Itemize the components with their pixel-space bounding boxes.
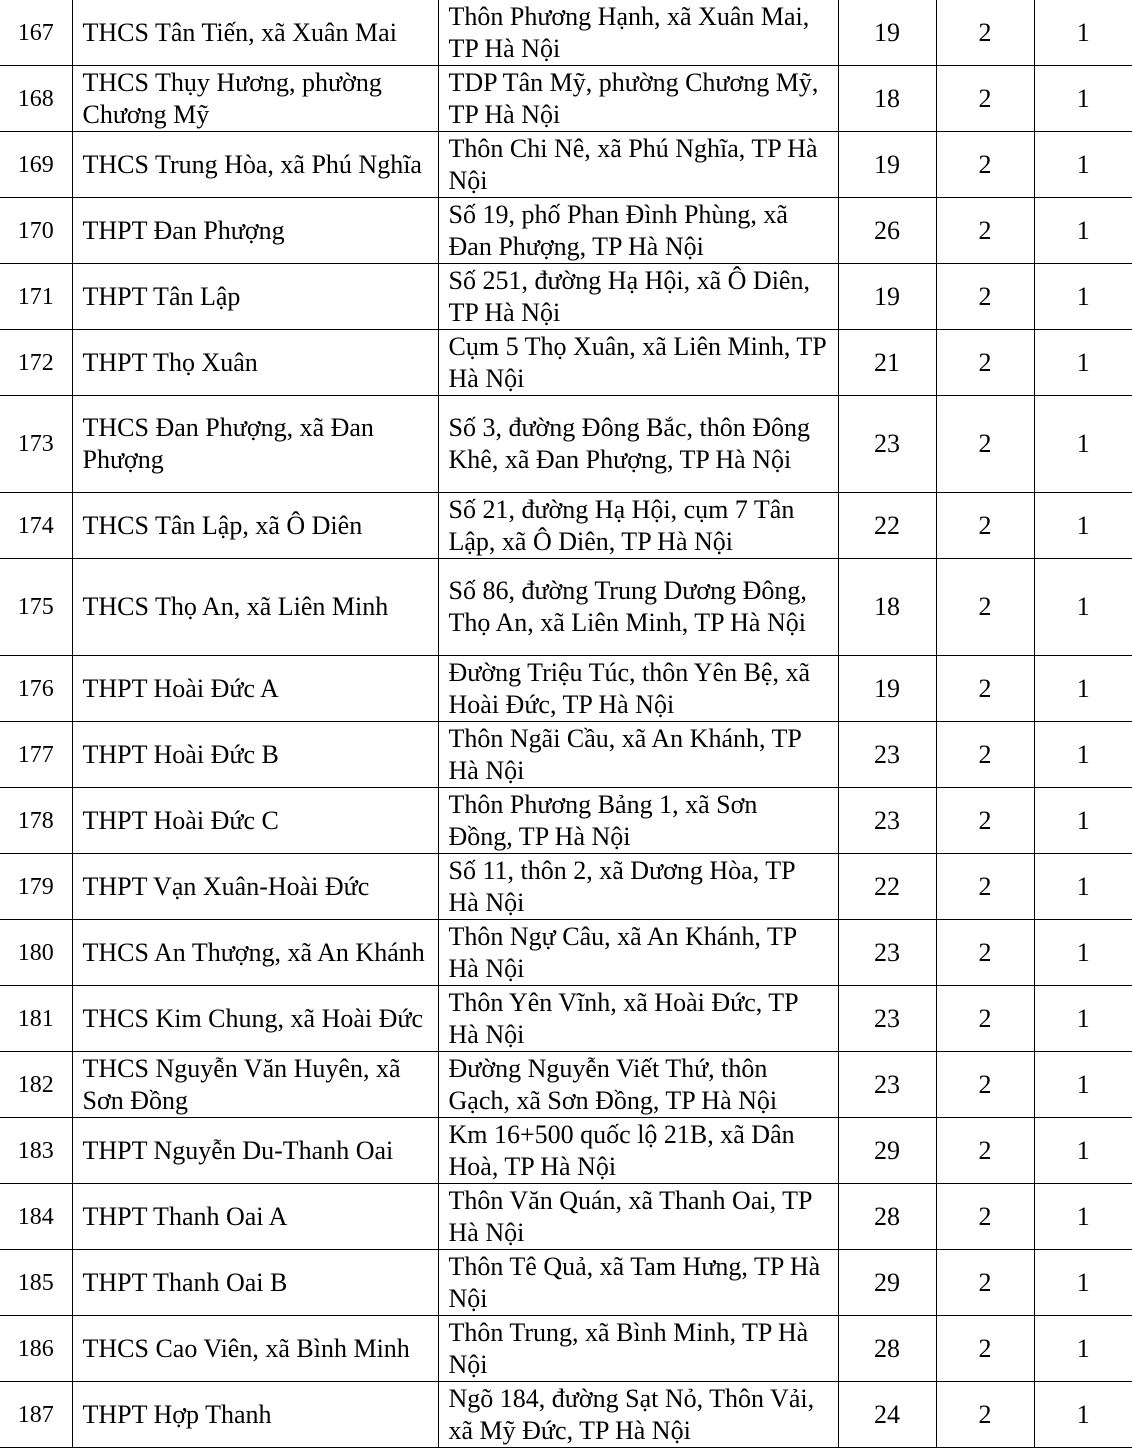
- school-address: Thôn Phương Bảng 1, xã Sơn Đồng, TP Hà Nội: [438, 788, 838, 854]
- table-row: [0, 396, 1132, 493]
- count-col-3: 1: [1034, 854, 1132, 920]
- count-col-1: 26: [838, 198, 936, 264]
- school-name: THCS Nguyễn Văn Huyên, xã Sơn Đồng: [72, 1052, 438, 1118]
- school-name: THPT Đan Phượng: [72, 198, 438, 264]
- count-col-2: 2: [936, 1316, 1034, 1382]
- count-col-1: 19: [838, 0, 936, 66]
- count-col-1: 18: [838, 559, 936, 656]
- count-col-3: 1: [1034, 788, 1132, 854]
- table-row: [0, 330, 1132, 396]
- count-col-1: 29: [838, 1118, 936, 1184]
- school-address: Thôn Phương Hạnh, xã Xuân Mai, TP Hà Nội: [438, 0, 838, 66]
- school-name: THPT Hoài Đức B: [72, 722, 438, 788]
- row-number: 173: [0, 396, 72, 493]
- school-name: THCS Đan Phượng, xã Đan Phượng: [72, 396, 438, 493]
- row-number: 169: [0, 132, 72, 198]
- count-col-3: 1: [1034, 264, 1132, 330]
- count-col-3: 1: [1034, 66, 1132, 132]
- school-name: THCS Tân Lập, xã Ô Diên: [72, 493, 438, 559]
- count-col-1: 23: [838, 986, 936, 1052]
- school-address: TDP Tân Mỹ, phường Chương Mỹ, TP Hà Nội: [438, 66, 838, 132]
- count-col-3: 1: [1034, 330, 1132, 396]
- school-address: Số 86, đường Trung Dương Đông, Thọ An, xã Liên Minh, TP Hà Nội: [438, 559, 838, 656]
- school-address: Thôn Tê Quả, xã Tam Hưng, TP Hà Nội: [438, 1250, 838, 1316]
- count-col-2: 2: [936, 66, 1034, 132]
- count-col-3: 1: [1034, 656, 1132, 722]
- row-number: 175: [0, 559, 72, 656]
- table-row: [0, 986, 1132, 1052]
- count-col-1: 23: [838, 788, 936, 854]
- count-col-3: 1: [1034, 493, 1132, 559]
- count-col-1: 22: [838, 493, 936, 559]
- school-name: THCS Tân Tiến, xã Xuân Mai: [72, 0, 438, 66]
- count-col-2: 2: [936, 656, 1034, 722]
- count-col-3: 1: [1034, 396, 1132, 493]
- table-row: [0, 66, 1132, 132]
- count-col-1: 23: [838, 920, 936, 986]
- count-col-3: 1: [1034, 559, 1132, 656]
- school-name: THCS Cao Viên, xã Bình Minh: [72, 1316, 438, 1382]
- count-col-1: 21: [838, 330, 936, 396]
- row-number: 170: [0, 198, 72, 264]
- row-number: 176: [0, 656, 72, 722]
- count-col-2: 2: [936, 0, 1034, 66]
- school-address: Số 3, đường Đông Bắc, thôn Đông Khê, xã Đan Phượng, TP Hà Nội: [438, 396, 838, 493]
- count-col-2: 2: [936, 1382, 1034, 1448]
- table-row: [0, 1118, 1132, 1184]
- table-row: [0, 132, 1132, 198]
- school-name: THCS Thọ An, xã Liên Minh: [72, 559, 438, 656]
- count-col-3: 1: [1034, 1382, 1132, 1448]
- count-col-3: 1: [1034, 132, 1132, 198]
- school-name: THPT Thanh Oai A: [72, 1184, 438, 1250]
- count-col-1: 28: [838, 1184, 936, 1250]
- count-col-3: 1: [1034, 1184, 1132, 1250]
- count-col-3: 1: [1034, 1316, 1132, 1382]
- school-name: THPT Thọ Xuân: [72, 330, 438, 396]
- row-number: 181: [0, 986, 72, 1052]
- school-address: Cụm 5 Thọ Xuân, xã Liên Minh, TP Hà Nội: [438, 330, 838, 396]
- school-address: Thôn Trung, xã Bình Minh, TP Hà Nội: [438, 1316, 838, 1382]
- row-number: 167: [0, 0, 72, 66]
- row-number: 183: [0, 1118, 72, 1184]
- school-name: THCS Thụy Hương, phường Chương Mỹ: [72, 66, 438, 132]
- row-number: 184: [0, 1184, 72, 1250]
- row-number: 171: [0, 264, 72, 330]
- table-row: [0, 1250, 1132, 1316]
- row-number: 185: [0, 1250, 72, 1316]
- count-col-2: 2: [936, 722, 1034, 788]
- school-address: Số 11, thôn 2, xã Dương Hòa, TP Hà Nội: [438, 854, 838, 920]
- table-row: [0, 722, 1132, 788]
- count-col-2: 2: [936, 1184, 1034, 1250]
- table-row: [0, 920, 1132, 986]
- count-col-3: 1: [1034, 198, 1132, 264]
- table-row: [0, 1184, 1132, 1250]
- count-col-2: 2: [936, 1052, 1034, 1118]
- table-row: [0, 198, 1132, 264]
- count-col-2: 2: [936, 396, 1034, 493]
- row-number: 186: [0, 1316, 72, 1382]
- table-row: [0, 0, 1132, 66]
- school-address: Số 251, đường Hạ Hội, xã Ô Diên, TP Hà Nội: [438, 264, 838, 330]
- count-col-1: 19: [838, 132, 936, 198]
- school-address: Đường Triệu Túc, thôn Yên Bệ, xã Hoài Đức, TP Hà Nội: [438, 656, 838, 722]
- count-col-2: 2: [936, 264, 1034, 330]
- school-address: Km 16+500 quốc lộ 21B, xã Dân Hoà, TP Hà Nội: [438, 1118, 838, 1184]
- row-number: 180: [0, 920, 72, 986]
- count-col-2: 2: [936, 493, 1034, 559]
- count-col-1: 28: [838, 1316, 936, 1382]
- school-name: THPT Hợp Thanh: [72, 1382, 438, 1448]
- row-number: 172: [0, 330, 72, 396]
- table-row: [0, 493, 1132, 559]
- count-col-3: 1: [1034, 1052, 1132, 1118]
- row-number: 187: [0, 1382, 72, 1448]
- school-name: THCS Kim Chung, xã Hoài Đức: [72, 986, 438, 1052]
- count-col-1: 23: [838, 1052, 936, 1118]
- count-col-2: 2: [936, 986, 1034, 1052]
- row-number: 178: [0, 788, 72, 854]
- count-col-2: 2: [936, 854, 1034, 920]
- count-col-1: 29: [838, 1250, 936, 1316]
- count-col-2: 2: [936, 198, 1034, 264]
- row-number: 174: [0, 493, 72, 559]
- count-col-3: 1: [1034, 1250, 1132, 1316]
- school-address: Ngõ 184, đường Sạt Nỏ, Thôn Vải, xã Mỹ Đức, TP Hà Nội: [438, 1382, 838, 1448]
- school-address: Thôn Ngãi Cầu, xã An Khánh, TP Hà Nội: [438, 722, 838, 788]
- table-row: [0, 1316, 1132, 1382]
- row-number: 177: [0, 722, 72, 788]
- count-col-2: 2: [936, 920, 1034, 986]
- count-col-3: 1: [1034, 1118, 1132, 1184]
- count-col-2: 2: [936, 1250, 1034, 1316]
- count-col-1: 23: [838, 396, 936, 493]
- count-col-1: 19: [838, 264, 936, 330]
- row-number: 182: [0, 1052, 72, 1118]
- school-name: THPT Tân Lập: [72, 264, 438, 330]
- school-address: Thôn Văn Quán, xã Thanh Oai, TP Hà Nội: [438, 1184, 838, 1250]
- count-col-2: 2: [936, 1118, 1034, 1184]
- table-row: [0, 854, 1132, 920]
- school-address: Thôn Yên Vĩnh, xã Hoài Đức, TP Hà Nội: [438, 986, 838, 1052]
- count-col-2: 2: [936, 559, 1034, 656]
- row-number: 168: [0, 66, 72, 132]
- count-col-1: 23: [838, 722, 936, 788]
- count-col-2: 2: [936, 788, 1034, 854]
- table-row: [0, 788, 1132, 854]
- school-address: Thôn Chi Nê, xã Phú Nghĩa, TP Hà Nội: [438, 132, 838, 198]
- table-row: [0, 559, 1132, 656]
- count-col-1: 24: [838, 1382, 936, 1448]
- school-address: Đường Nguyễn Viết Thứ, thôn Gạch, xã Sơn Đồng, TP Hà Nội: [438, 1052, 838, 1118]
- count-col-1: 22: [838, 854, 936, 920]
- table-row: [0, 1052, 1132, 1118]
- count-col-2: 2: [936, 132, 1034, 198]
- school-name: THPT Vạn Xuân-Hoài Đức: [72, 854, 438, 920]
- table-row: [0, 264, 1132, 330]
- count-col-1: 19: [838, 656, 936, 722]
- school-name: THCS Trung Hòa, xã Phú Nghĩa: [72, 132, 438, 198]
- school-address: Số 21, đường Hạ Hội, cụm 7 Tân Lập, xã Ô Diên, TP Hà Nội: [438, 493, 838, 559]
- school-name: THPT Thanh Oai B: [72, 1250, 438, 1316]
- school-address: Thôn Ngự Câu, xã An Khánh, TP Hà Nội: [438, 920, 838, 986]
- school-address: Số 19, phố Phan Đình Phùng, xã Đan Phượng, TP Hà Nội: [438, 198, 838, 264]
- school-name: THPT Hoài Đức A: [72, 656, 438, 722]
- count-col-1: 18: [838, 66, 936, 132]
- school-name: THPT Nguyễn Du-Thanh Oai: [72, 1118, 438, 1184]
- table-row: [0, 656, 1132, 722]
- school-name: THCS An Thượng, xã An Khánh: [72, 920, 438, 986]
- count-col-2: 2: [936, 330, 1034, 396]
- count-col-3: 1: [1034, 0, 1132, 66]
- count-col-3: 1: [1034, 986, 1132, 1052]
- count-col-3: 1: [1034, 920, 1132, 986]
- count-col-3: 1: [1034, 722, 1132, 788]
- table-row: [0, 1382, 1132, 1448]
- school-name: THPT Hoài Đức C: [72, 788, 438, 854]
- row-number: 179: [0, 854, 72, 920]
